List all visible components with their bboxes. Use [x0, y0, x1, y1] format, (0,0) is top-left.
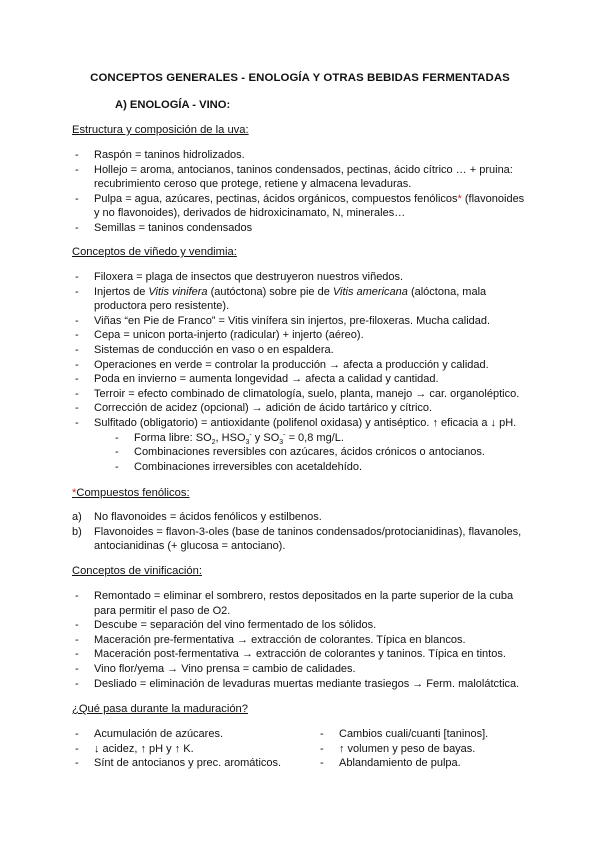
- list-item: - ↓ acidez, ↑ pH y ↑ K.: [72, 742, 281, 757]
- list-estructura: [72, 148, 528, 236]
- list-item: - Sulfitado (obligatorio) = antioxidante (polifenol oxidasa) y antiséptico. ↑ eficacia a ↓ pH. - Forma libre: $SO_2$, $HSO_3^-$ y $SO_3^- = 0,8$ mg/L. - Combinaciones reversibles con azúcares, ácidos crónicos o antocianos. - Combinaciones irreversibles con acetaldehído.: [72, 416, 528, 474]
- list-item: - Injertos de Vitis vinifera (autóctona) sobre pie de Vitis americana (alóctona, mala productora pero resistente).: [72, 285, 528, 314]
- list-item: - Filoxera = plaga de insectos que destruyeron nuestros viñedos.: [72, 270, 528, 285]
- list-item: - Semillas = taninos condensados: [72, 221, 528, 236]
- heading-estructura: Estructura y composición de la uva:: [72, 124, 249, 136]
- list-item: - Descube = separación del vino fermentado de los sólidos.: [72, 618, 528, 633]
- heading-vinificacion: Conceptos de vinificación:: [72, 565, 202, 577]
- list-item: - Pulpa = agua, azúcares, pectinas, ácidos orgánicos, compuestos fenólicos* (flavonoides y no flavonoides), derivados de hidroxicinamato, N, minerales…: [72, 192, 528, 221]
- list-item: - Remontado = eliminar el sombrero, restos depositados en la parte superior de la cuba para permitir el paso de O2.: [72, 589, 528, 618]
- sublist-sulfitado: [94, 431, 528, 475]
- section-subtitle: A) ENOLOGÍA - VINO:: [115, 99, 231, 111]
- list-item: - Operaciones en verde = controlar la producción → afecta a producción y calidad.: [72, 358, 528, 373]
- list-item: - Ablandamiento de pulpa.: [317, 756, 488, 771]
- list-vinificacion: [72, 589, 528, 691]
- footnote-star: *: [457, 192, 462, 205]
- list-item: - ↑ volumen y peso de bayas.: [317, 742, 488, 757]
- list-item: - Vino flor/yema → Vino prensa = cambio de calidades.: [72, 662, 528, 677]
- list-item: - Raspón = taninos hidrolizados.: [72, 148, 528, 163]
- heading-vinedo: Conceptos de viñedo y vendimia:: [72, 246, 237, 258]
- list-vinedo: [72, 270, 528, 474]
- list-item: - Cambios cuali/cuanti [taninos].: [317, 727, 488, 742]
- sub-list-item: - Combinaciones irreversibles con acetaldehído.: [94, 460, 528, 475]
- list-item: - Desliado = eliminación de levaduras muertas mediante trasiegos → Ferm. malolátctica.: [72, 677, 528, 692]
- sub-list-item: - Forma libre: $SO_2$, $HSO_3^-$ y $SO_3^- = 0,8$ mg/L.: [94, 431, 528, 446]
- sub-list-item: - Combinaciones reversibles con azúcares, ácidos crónicos o antocianos.: [94, 445, 528, 460]
- heading-maduracion: ¿Qué pasa durante la maduración?: [72, 703, 249, 715]
- document-title: CONCEPTOS GENERALES - ENOLOGÍA Y OTRAS BEBIDAS FERMENTADAS: [90, 72, 510, 84]
- footnote-star: *: [72, 487, 77, 499]
- list-item: - Maceración post-fermentativa → extracción de colorantes y taninos. Típica en tintos.: [72, 647, 528, 662]
- list-item: - Acumulación de azúcares.: [72, 727, 281, 742]
- list-item: - Sínt de antocianos y prec. aromáticos.: [72, 756, 281, 771]
- list-item: b) Flavonoides = flavon-3-oles (base de taninos condensados/protocianidinas), flavanoles, antocianidinas (+ glucosa = antociano).: [72, 525, 522, 553]
- list-item: - Poda en invierno = aumenta longevidad → afecta a calidad y cantidad.: [72, 372, 528, 387]
- list-item: - Corrección de acidez (opcional) → adición de ácido tartárico y cítrico.: [72, 401, 528, 416]
- list-item: - Sistemas de conducción en vaso o en espaldera.: [72, 343, 528, 358]
- list-fenolicos: [72, 510, 528, 554]
- heading-fenolicos: *Compuestos fenólicos:: [72, 487, 190, 499]
- list-item: a) No flavonoides = ácidos fenólicos y estilbenos.: [72, 511, 322, 523]
- maduracion-right-column: [317, 727, 488, 771]
- list-item: - Terroir = efecto combinado de climatología, suelo, planta, manejo → car. organoléptico.: [72, 387, 528, 402]
- maduracion-left-column: [72, 727, 281, 771]
- list-item: - Hollejo = aroma, antocianos, taninos condensados, pectinas, ácido cítrico … + pruina: recubrimiento ceroso que protege, retiene y almacena levaduras.: [72, 163, 528, 192]
- list-item: - Cepa = unicon porta-injerto (radicular) + injerto (aéreo).: [72, 328, 528, 343]
- list-item: - Maceración pre-fermentativa → extracción de colorantes. Típica en blancos.: [72, 633, 528, 648]
- list-item: - Viñas “en Pie de Franco” = Vitis vinífera sin injertos, pre-filoxeras. Mucha calidad.: [72, 314, 528, 329]
